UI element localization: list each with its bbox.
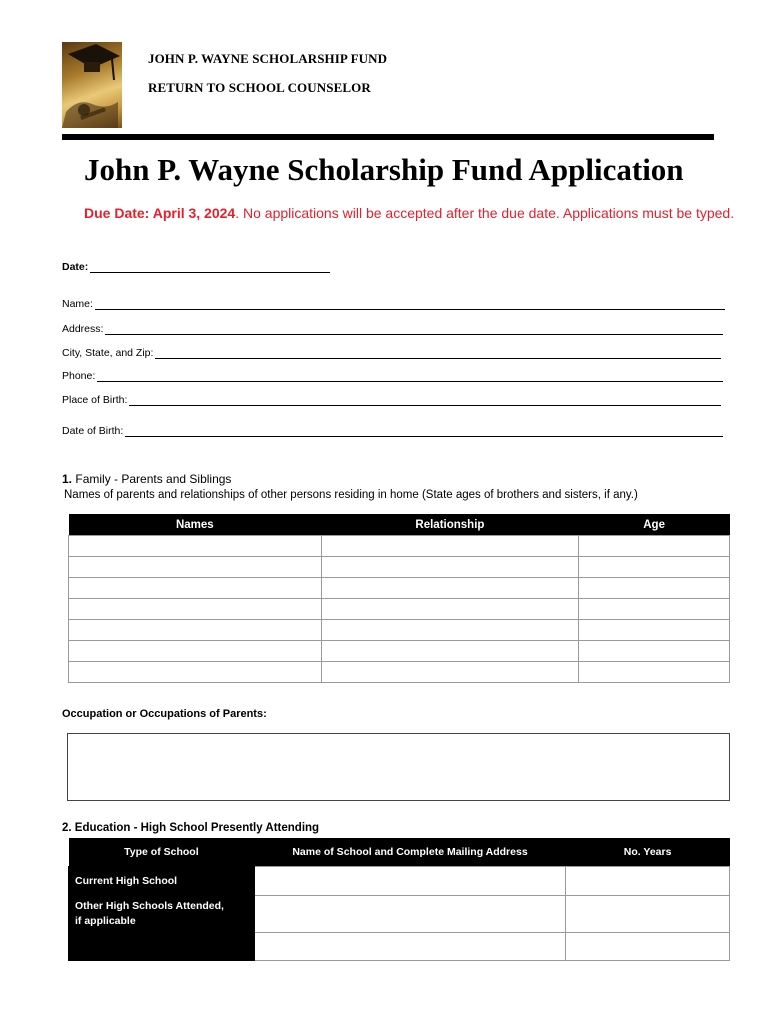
table-row bbox=[69, 641, 730, 662]
city-label: City, State, and Zip: bbox=[62, 347, 154, 359]
header-line-2: RETURN TO SCHOOL COUNSELOR bbox=[148, 80, 371, 95]
relationship-cell[interactable] bbox=[321, 536, 579, 557]
due-date-label: Due Date: April 3, 2024 bbox=[84, 205, 236, 221]
section-1-subtitle: Names of parents and relationships of other persons residing in home (State ages of brothers and sisters, if any.) bbox=[64, 489, 638, 501]
section-2-title: 2. Education - High School Presently Attending bbox=[62, 822, 320, 834]
name-cell[interactable] bbox=[69, 536, 322, 557]
table-row bbox=[69, 662, 730, 683]
other-high-schools-label bbox=[69, 896, 255, 933]
school-address-cell[interactable] bbox=[254, 896, 565, 933]
phone-label: Phone: bbox=[62, 370, 96, 382]
phone-field[interactable] bbox=[62, 370, 723, 382]
table-row bbox=[69, 536, 730, 557]
relationship-cell[interactable] bbox=[321, 641, 579, 662]
table-row bbox=[69, 896, 730, 933]
age-cell[interactable] bbox=[579, 662, 730, 683]
occupation-title: Occupation or Occupations of Parents: bbox=[62, 708, 267, 720]
name-label: Name: bbox=[62, 298, 93, 310]
address-field[interactable] bbox=[62, 323, 723, 335]
blank-label-cell bbox=[69, 933, 255, 961]
table-row bbox=[69, 557, 730, 578]
name-cell[interactable] bbox=[69, 599, 322, 620]
other-high-schools-line-2: if applicable bbox=[75, 915, 136, 927]
age-cell[interactable] bbox=[579, 536, 730, 557]
table-row bbox=[69, 933, 730, 961]
table-row bbox=[69, 620, 730, 641]
school-address-cell[interactable] bbox=[254, 933, 565, 961]
school-address-cell[interactable] bbox=[254, 867, 565, 896]
date-field[interactable] bbox=[62, 261, 330, 273]
years-cell[interactable] bbox=[566, 933, 730, 961]
date-line[interactable] bbox=[90, 264, 330, 273]
name-line[interactable] bbox=[95, 301, 725, 310]
relationship-cell[interactable] bbox=[321, 662, 579, 683]
age-cell[interactable] bbox=[579, 641, 730, 662]
name-cell[interactable] bbox=[69, 578, 322, 599]
table-row bbox=[69, 599, 730, 620]
date-label: Date: bbox=[62, 261, 89, 273]
col-age: Age bbox=[579, 514, 730, 536]
name-field[interactable] bbox=[62, 298, 725, 310]
col-relationship: Relationship bbox=[321, 514, 579, 536]
address-line[interactable] bbox=[105, 326, 723, 335]
name-cell[interactable] bbox=[69, 557, 322, 578]
header-rule bbox=[62, 134, 714, 140]
current-high-school-label: Current High School bbox=[69, 867, 255, 896]
col-names: Names bbox=[69, 514, 322, 536]
relationship-cell[interactable] bbox=[321, 599, 579, 620]
due-date-note: . No applications will be accepted after the due date. Applications must be typed. bbox=[235, 205, 735, 221]
due-date-notice bbox=[84, 205, 734, 221]
table-row bbox=[69, 578, 730, 599]
city-field[interactable] bbox=[62, 347, 721, 359]
name-cell[interactable] bbox=[69, 620, 322, 641]
age-cell[interactable] bbox=[579, 557, 730, 578]
table-row bbox=[69, 867, 730, 896]
relationship-cell[interactable] bbox=[321, 578, 579, 599]
header-line-1: JOHN P. WAYNE SCHOLARSHIP FUND bbox=[148, 51, 388, 66]
relationship-cell[interactable] bbox=[321, 620, 579, 641]
date-of-birth-label: Date of Birth: bbox=[62, 425, 124, 437]
col-school-address: Name of School and Complete Mailing Address bbox=[254, 838, 565, 867]
address-label: Address: bbox=[62, 323, 104, 335]
other-high-schools-line-1: Other High Schools Attended, bbox=[75, 900, 224, 912]
years-cell[interactable] bbox=[566, 896, 730, 933]
city-line[interactable] bbox=[155, 350, 721, 359]
place-of-birth-line[interactable] bbox=[129, 397, 721, 406]
section-1-title-text: Family - Parents and Siblings bbox=[75, 472, 232, 486]
date-of-birth-field[interactable] bbox=[62, 425, 723, 437]
years-cell[interactable] bbox=[566, 867, 730, 896]
col-no-years: No. Years bbox=[566, 838, 730, 867]
education-table-header bbox=[69, 838, 730, 867]
family-table-header bbox=[69, 514, 730, 536]
age-cell[interactable] bbox=[579, 620, 730, 641]
name-cell[interactable] bbox=[69, 641, 322, 662]
occupation-input-box[interactable] bbox=[67, 733, 730, 801]
education-table bbox=[68, 838, 730, 961]
name-cell[interactable] bbox=[69, 662, 322, 683]
phone-line[interactable] bbox=[97, 373, 723, 382]
section-1-title bbox=[62, 472, 231, 486]
age-cell[interactable] bbox=[579, 578, 730, 599]
family-table bbox=[68, 514, 730, 683]
place-of-birth-field[interactable] bbox=[62, 394, 721, 406]
graduation-cap-icon bbox=[62, 42, 122, 128]
age-cell[interactable] bbox=[579, 599, 730, 620]
section-1-number: 1. bbox=[62, 472, 73, 486]
place-of-birth-label: Place of Birth: bbox=[62, 394, 128, 406]
relationship-cell[interactable] bbox=[321, 557, 579, 578]
date-of-birth-line[interactable] bbox=[125, 428, 723, 437]
col-type-of-school: Type of School bbox=[69, 838, 255, 867]
page-title: John P. Wayne Scholarship Fund Application bbox=[84, 152, 684, 187]
scholarship-logo bbox=[62, 42, 122, 128]
